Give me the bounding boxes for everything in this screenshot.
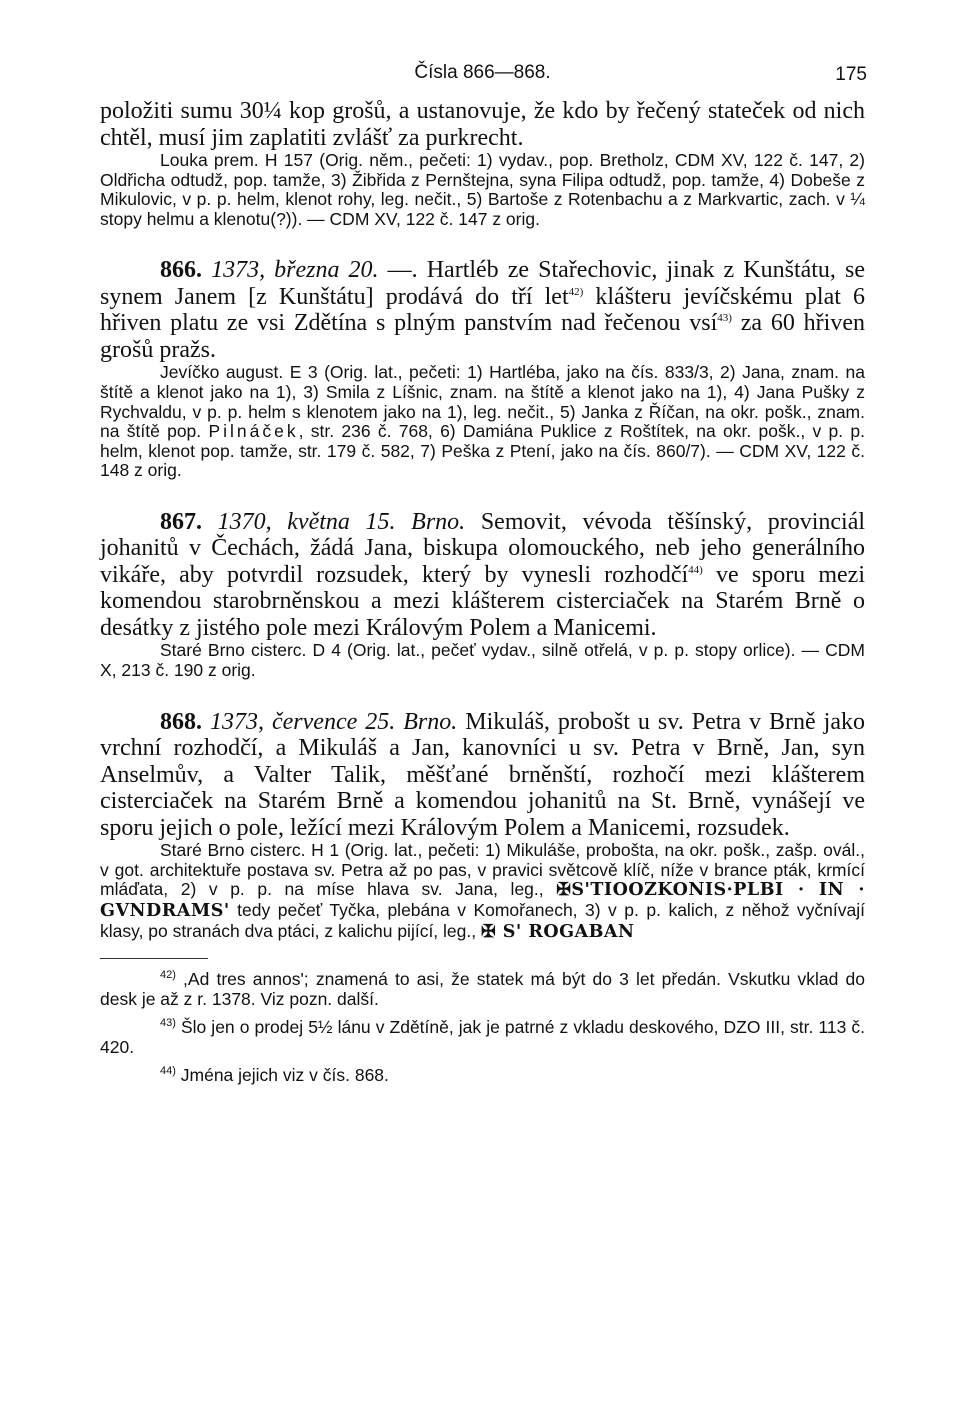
entry-867 [100, 509, 865, 642]
footnote-number: 44) [160, 1065, 176, 1078]
entry-866-source-note [100, 363, 865, 481]
footnote-43 [100, 1017, 865, 1057]
entry-text: Semovit, vévoda těšínský, provinciál johanitů v Čechách, žádá Jana, biskupa olomouckého, neb jeho generálního vikáře, aby potvrdil rozsudek, který by vynesli rozhodčí [100, 508, 866, 588]
note-text: , str. 236 č. 768, 6) Damiána Puklice z Roštítek, na okr. pošk., v p. p. helm, klenot pop. tamže, str. 179 č. 582, 7) Peška z Ptení, jako na čís. 860/7). — CDM XV, 122 č. 148 z orig. [100, 421, 865, 481]
entry-dash: —. [378, 257, 418, 284]
entry-868-source-note [100, 841, 865, 942]
footnote-ref-43: 43) [717, 312, 732, 325]
page-number: 175 [835, 64, 867, 85]
entry-text: klášteru jevíčskému plat 6 hřiven platu ze vsi Zdětína s plným panstvím nad řečenou vsí [100, 283, 866, 337]
entry-text: Hartléb ze Stařechovic, jinak z Kunštátu, se synem Janem [z Kunštátu] prodává do tří let [100, 257, 865, 310]
intro-continuation: položiti sumu 30¼ kop grošů, a ustanovuje, že kdo by řečený stateček od nich chtěl, musí jim zaplatiti zvlášť za purkrecht. [100, 98, 865, 151]
running-header [100, 62, 865, 98]
entry-number: 868. [160, 708, 202, 735]
page [100, 62, 865, 1093]
footnote-text: Šlo jen o prodej 5½ lánu v Zdětíně, jak je patrné z vkladu deskového, DZO III, str. 113 č. 420. [100, 1017, 865, 1058]
entry-868 [100, 709, 865, 842]
entry-867-source-note: Staré Brno cisterc. D 4 (Orig. lat., pečeť vydav., silně otřelá, v p. p. stopy orlice). — CDM X, 213 č. 190 z orig. [100, 640, 865, 681]
entry-text: ve sporu mezi komendou starobrněnskou a mezi klášterem cisterciaček na Starém Brně o desátky z jistého pole mezi Královým Polem a Manicemi. [100, 561, 866, 641]
footnote-44 [100, 1065, 865, 1085]
footnote-text: ,Ad tres annos'; znamená to asi, že statek má být do 3 let předán. Vskutku vklad do desk je až z r. 1378. Viz pozn. další. [100, 969, 865, 1010]
footnote-number: 42) [160, 969, 176, 982]
footnote-text: Jména jejich viz v čís. 868. [175, 1065, 389, 1086]
note-text: tedy pečeť Tyčka, plebána v Komořanech, 3) v p. p. kalich, z něhož vyčnívají klasy, po stranách dva ptáci, z kalichu pijící, leg., [100, 899, 865, 941]
entry-number: 866. [160, 257, 202, 284]
entry-date: 1373, března 20. [211, 257, 379, 284]
footnote-ref-42: 42) [568, 285, 584, 298]
entry-text: za 60 hřiven grošů pražs. [100, 310, 865, 363]
footnote-ref-44: 44) [688, 563, 703, 576]
note-text: Jevíčko august. E 3 (Orig. lat., pečeti: 1) Hartléba, jako na čís. 833/3, 2) Jana, znam. na štítě a klenot jako na 1), 3) Smila z Líšnic, znam. na štítě a klenot jako na 1), 4) Jana Pušky z Rychvaldu, v p. p. helm s klenotem jako na 1), leg. nečit., 5) Janka z Říčan, na okr. pošk., znam. na štítě pop. [100, 362, 865, 442]
entry-866 [100, 257, 865, 363]
note-spaced-name: Pilnáček [208, 421, 299, 442]
entry-date: 1373, července 25. Brno. [210, 708, 458, 735]
entry-number: 867. [160, 508, 202, 535]
footnote-42 [100, 969, 865, 1009]
seal-legend: ✠S'TIOOZKONIS·PLBI · IN · GVNDRAMS' [100, 880, 865, 921]
note-text: Staré Brno cisterc. H 1 (Orig. lat., pečeti: 1) Mikuláše, probošta, na okr. pošk., zašp. ovál., v got. architektuře postava sv. Petra až po pas, v pravici světcově klíč, níže v brance pták, krmící mláďata, 2) v p. p. na míse hlava sv. Jana, leg., [100, 840, 865, 900]
intro-source-note: Louka prem. H 157 (Orig. něm., pečeti: 1) vydav., pop. Bretholz, CDM XV, 122 č. 147, 2) Oldřicha odtudž, pop. tamže, 3) Žibřida z Pernštejna, syna Filipa odtudž, pop. tamže, 4) Dobeše z Mikulovic, v p. p. helm, klenot rohy, leg. nečit., 5) Bartoše z Rotenbachu a z Markvartic, zach. v ¼ stopy helmu a klenotu(?)). — CDM XV, 122 č. 147 z orig. [100, 150, 865, 229]
footnote-divider [100, 958, 208, 959]
seal-legend: ✠ S' ROGABAN [480, 921, 635, 942]
running-title: Čísla 866—868. [414, 62, 551, 83]
entry-text: Mikuláš, probošt u sv. Petra v Brně jako vrchní rozhodčí, a Mikuláš a Jan, kanovníci u sv. Petra v Brně, Jan, syn Anselmův, a Valter Talik, měšťané brněnští, rozhočí mezi klášterem cisterciaček na Starém Brně a komendou johanitů na St. Brně, vynášejí ve sporu jejich o pole, ležící mezi Královým Polem a Manicemi, rozsudek. [100, 708, 865, 841]
footnote-number: 43) [160, 1017, 176, 1030]
entry-date: 1370, května 15. Brno. [217, 508, 466, 535]
